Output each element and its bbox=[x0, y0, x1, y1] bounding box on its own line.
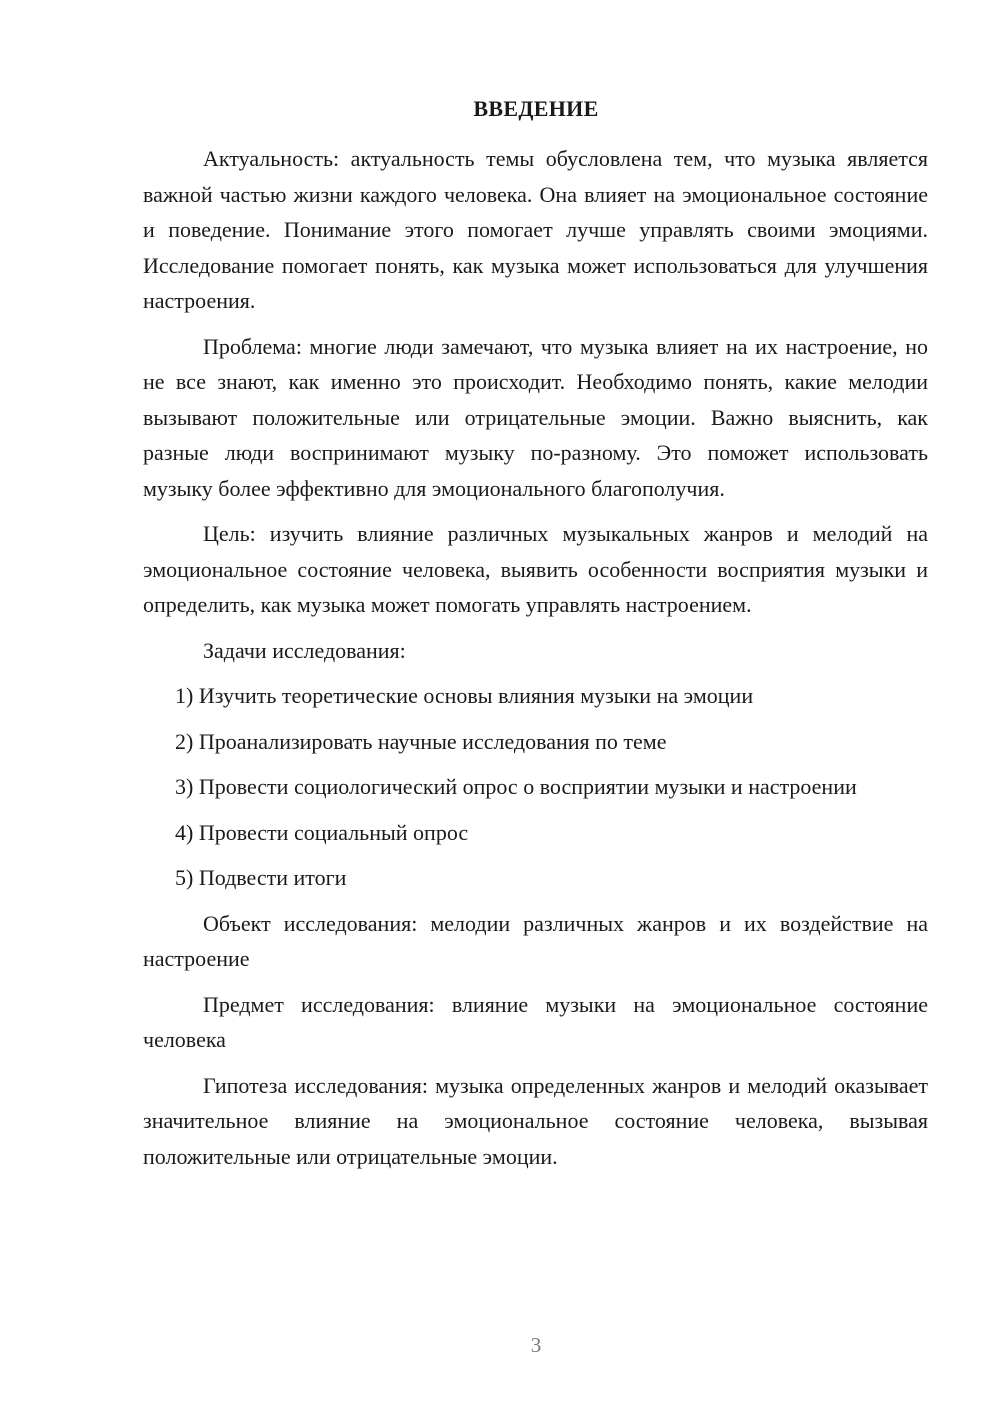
document-body bbox=[143, 141, 928, 1184]
page-title: ВВЕДЕНИЕ bbox=[473, 96, 599, 121]
task-item-3: 3) Провести социологический опрос о восприятии музыки и настроении bbox=[175, 774, 857, 799]
paragraph-subject: Предмет исследования: влияние музыки на эмоциональное состояние человека bbox=[143, 991, 928, 1052]
paragraph-hypothesis: Гипотеза исследования: музыка определенных жанров и мелодий оказывает значительное влияние на эмоциональное состояние человека, вызывая положительные или отрицательные эмоции. bbox=[143, 1072, 928, 1169]
task-item-2: 2) Проанализировать научные исследования по теме bbox=[175, 728, 667, 754]
paragraph-object: Объект исследования: мелодии различных жанров и их воздействие на настроение bbox=[143, 910, 928, 971]
task-item-5: 5) Подвести итоги bbox=[175, 865, 347, 890]
page-number: 3 bbox=[530, 1333, 542, 1357]
paragraph-problem: Проблема: многие люди замечают, что музыка влияет на их настроение, но не все знают, как именно это происходит. Необходимо понять, какие мелодии вызывают положительные или отрицательные эмоции. Важно выяснить, как разные люди воспринимают музыку по-разному. Это поможет использовать музыку более эффективно для эмоционального благополучия. bbox=[143, 333, 928, 501]
tasks-heading: Задачи исследования: bbox=[203, 637, 406, 663]
paragraph-goal: Цель: изучить влияние различных музыкальных жанров и мелодий на эмоциональное состояние человека, выявить особенности восприятия музыки и определить, как музыка может помогать управлять настроением. bbox=[143, 521, 928, 617]
task-item-1: 1) Изучить теоретические основы влияния музыки на эмоции bbox=[175, 683, 754, 708]
paragraph-relevance: Актуальность: актуальность темы обусловлена тем, что музыка является важной частью жизни каждого человека. Она влияет на эмоциональное состояние и поведение. Понимание этого помогает лучше управлять своими эмоциями. Исследование помогает понять, как музыка может использоваться для улучшения настроения. bbox=[143, 146, 928, 313]
task-item-4: 4) Провести социальный опрос bbox=[175, 819, 469, 845]
